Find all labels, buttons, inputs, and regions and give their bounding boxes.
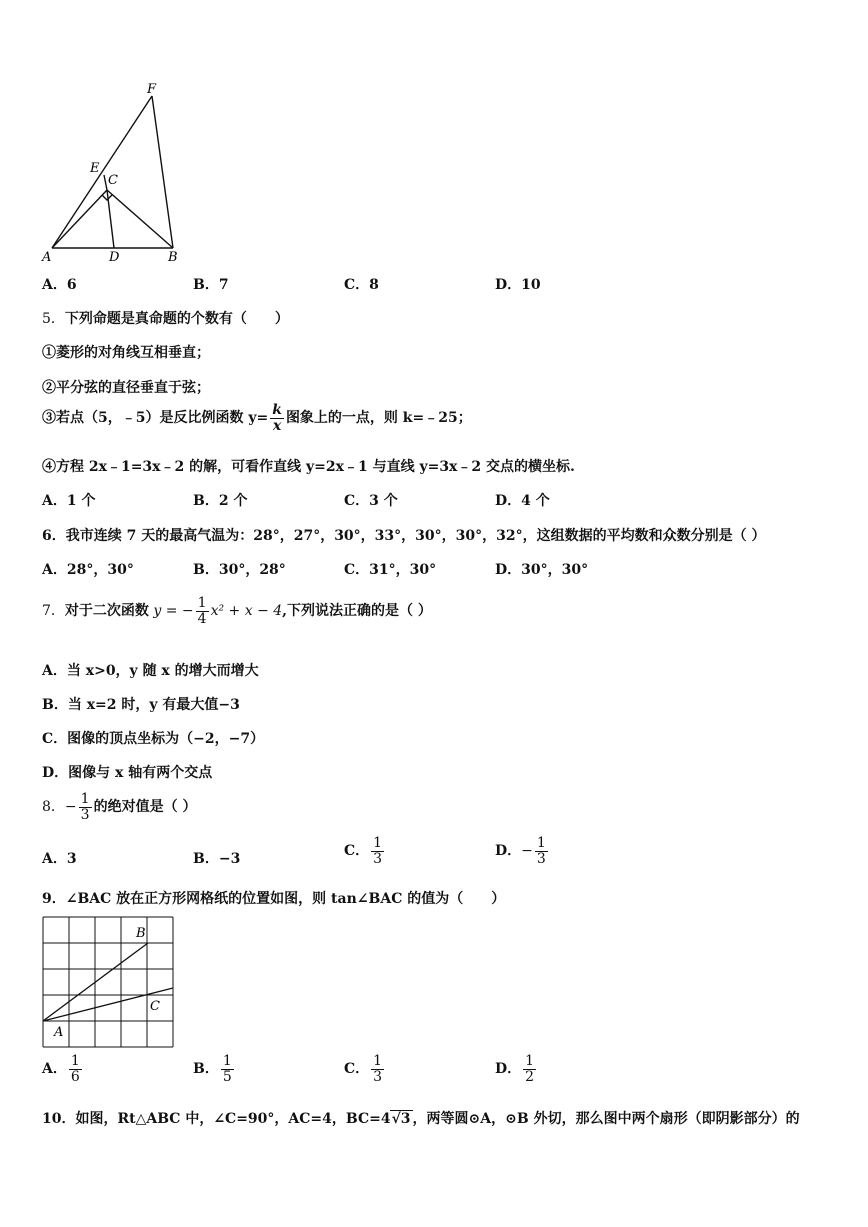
q5-item-1: ①菱形的对角线互相垂直； bbox=[42, 345, 210, 361]
q7-option-c: C．图像的顶点坐标为（−2，−7） bbox=[42, 731, 265, 747]
q5-option-b: B．2 个 bbox=[193, 493, 248, 509]
grid-figure bbox=[40, 914, 180, 1050]
q7-post: ,下列说法正确的是（ ） bbox=[282, 603, 432, 620]
q8-option-c-label: C． bbox=[344, 843, 370, 860]
line-AF bbox=[52, 96, 152, 248]
q4-option-a: A．6 bbox=[42, 277, 77, 293]
q9-option-b: B． $\frac{1}{5}$ bbox=[193, 1053, 232, 1085]
label-grid-A: A bbox=[54, 1025, 64, 1040]
q5-item-4: ④方程 2x﹣1=3x﹣2 的解，可看作直线 y=2x﹣1 与直线 y=3x﹣2 交点的横坐标. bbox=[42, 459, 575, 475]
q8-number: 8． bbox=[42, 799, 65, 816]
q8-option-a: A．3 bbox=[42, 851, 77, 867]
q5-fraction: $\frac{k}{x}$ bbox=[272, 402, 282, 434]
line-CB bbox=[107, 190, 173, 248]
q8-option-d: D．− $\frac{1}{3}$ bbox=[495, 835, 546, 867]
q7-option-a: A．当 x>0，y 随 x 的增大而增大 bbox=[42, 663, 259, 679]
q7-number: 7． bbox=[42, 603, 65, 620]
q9-option-a: A． $\frac{1}{6}$ bbox=[42, 1053, 80, 1085]
q7-formula-lhs: y = − bbox=[153, 603, 194, 620]
label-A: A bbox=[42, 250, 52, 265]
q8-fraction: $\frac{1}{3}$ bbox=[80, 791, 90, 823]
label-B: B bbox=[168, 250, 178, 265]
q10-sqrt: √3 bbox=[391, 1111, 411, 1127]
q6-option-b: B．30°，28° bbox=[193, 562, 286, 578]
q7-option-d: D．图像与 x 轴有两个交点 bbox=[42, 765, 213, 781]
q5-item-3-post: 图象上的一点，则 k=﹣25； bbox=[285, 410, 472, 427]
q6-option-d: D．30°，30° bbox=[495, 562, 589, 578]
q6-stem: 6．我市连续 7 天的最高气温为：28°，27°，30°，33°，30°，30°，32°，这组数据的平均数和众数分别是（ ） bbox=[42, 528, 766, 544]
q5-option-a: A．1 个 bbox=[42, 493, 96, 509]
q8-option-d-label: D． bbox=[495, 843, 522, 860]
label-E: E bbox=[90, 161, 100, 176]
q7-option-b: B．当 x=2 时，y 有最大值−3 bbox=[42, 697, 240, 713]
q10-post: ，两等圆⊙A，⊙B 外切，那么图中两个扇形（即阴影部分）的 bbox=[412, 1111, 800, 1127]
q4-option-b: B．7 bbox=[193, 277, 229, 293]
q4-option-c: C．8 bbox=[344, 277, 379, 293]
label-C: C bbox=[108, 173, 118, 188]
q7-stem bbox=[42, 596, 432, 626]
q10-stem bbox=[42, 1108, 800, 1128]
q9-stem: 9．∠BAC 放在正方形网格纸的位置如图，则 tan∠BAC 的值为（ ） bbox=[42, 891, 506, 907]
line-FB bbox=[152, 96, 173, 248]
q9-option-c: C． $\frac{1}{3}$ bbox=[344, 1053, 383, 1085]
q6-option-a: A．28°，30° bbox=[42, 562, 134, 578]
q9-option-d: D． $\frac{1}{2}$ bbox=[495, 1053, 535, 1085]
q5-item-3 bbox=[42, 403, 472, 433]
label-grid-B: B bbox=[136, 926, 146, 941]
q5-option-c: C．3 个 bbox=[344, 493, 398, 509]
q5-item-2: ②平分弦的直径垂直于弦； bbox=[42, 380, 210, 396]
q8-stem bbox=[42, 792, 196, 822]
q6-option-c: C．31°，30° bbox=[344, 562, 437, 578]
q8-option-b: B．−3 bbox=[193, 851, 241, 867]
q8-sign: − bbox=[64, 799, 77, 816]
line-EC bbox=[104, 175, 107, 190]
q5-stem bbox=[42, 308, 289, 328]
q4-option-d: D．10 bbox=[495, 277, 541, 293]
q8-option-c: C． $\frac{1}{3}$ bbox=[344, 835, 383, 867]
q10-pre: 10．如图，Rt△ABC 中，∠C=90°，AC=4，BC=4 bbox=[42, 1111, 391, 1127]
label-D: D bbox=[109, 250, 120, 265]
q7-pre: 对于二次函数 bbox=[64, 603, 149, 620]
label-F: F bbox=[147, 82, 157, 97]
q5-number: 5． bbox=[42, 311, 65, 327]
line-AC bbox=[52, 190, 107, 248]
q5-item-3-pre: ③若点（5，﹣5）是反比例函数 y= bbox=[42, 410, 269, 427]
triangle-figure bbox=[40, 80, 190, 265]
q7-fraction: $\frac{1}{4}$ bbox=[197, 595, 207, 627]
q5-option-d: D．4 个 bbox=[495, 493, 550, 509]
q8-post: 的绝对值是（ ） bbox=[93, 799, 197, 816]
q7-formula-rhs: x² + x − 4 bbox=[210, 603, 283, 620]
label-grid-C: C bbox=[150, 999, 160, 1014]
q5-stem-text: 下列命题是真命题的个数有（ ） bbox=[64, 311, 289, 327]
